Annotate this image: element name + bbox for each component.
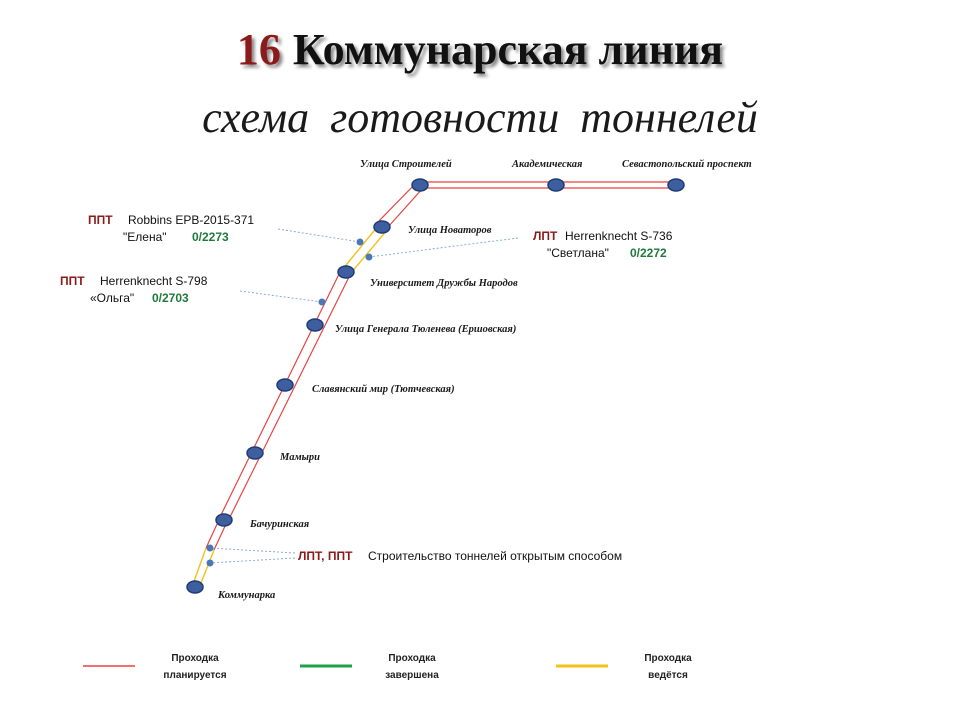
legend-label-line2: планируется (163, 670, 227, 681)
open-cut-tunnels: ЛПТ, ППТ (298, 549, 353, 563)
legend-item-in-progress (556, 653, 692, 681)
station-label: Университет Дружбы Народов (370, 278, 518, 289)
station-label: Коммунарка (218, 590, 276, 601)
station-label: Академическая (512, 159, 583, 170)
tbm-progress: 0/2273 (192, 230, 229, 244)
tbm-tunnel: ЛПТ (533, 229, 558, 243)
station-label: Севастопольский проспект (622, 159, 752, 170)
legend-item-planned (83, 653, 227, 681)
legend-label-line2: завершена (385, 670, 439, 681)
line-number: 16 (236, 25, 281, 74)
station-marker-stroiteley[interactable] (412, 179, 428, 191)
station-label: Славянский мир (Тютчевская) (312, 384, 455, 395)
tbm-machine: Herrenknecht S-736 (565, 229, 673, 243)
tbm-machine: Herrenknecht S-798 (100, 274, 208, 288)
tbm-progress: 0/2272 (630, 246, 667, 260)
open-cut-label (298, 549, 622, 563)
tbm-position-marker (207, 545, 214, 552)
station-label: Улица Новаторов (408, 225, 492, 236)
diagram-subtitle: схема готовности тоннелей (202, 93, 758, 142)
legend-item-done (300, 653, 439, 681)
tbm-name: "Елена" (123, 230, 167, 244)
station-marker-mamyri[interactable] (247, 447, 263, 459)
leader-line (278, 229, 360, 242)
tbm-position-marker (366, 254, 373, 261)
station-marker-novatorov[interactable] (374, 221, 390, 233)
station-label: Улица Генерала Тюленева (Ершовская) (335, 324, 517, 335)
leader-line (240, 291, 322, 302)
station-marker-kommunarka[interactable] (187, 581, 203, 593)
tbm-position-marker (319, 299, 326, 306)
legend-label-line1: Проходка (171, 653, 219, 664)
tbm-tunnel: ППТ (88, 213, 113, 227)
legend (83, 653, 692, 681)
open-cut-text: Строительство тоннелей открытым способом (368, 549, 623, 563)
station-marker-bachurinskaya[interactable] (216, 514, 232, 526)
tbm-position-marker (207, 560, 214, 567)
tbm-name: "Светлана" (547, 246, 609, 260)
station-label: Мамыри (280, 452, 321, 463)
station-marker-akademicheskaya[interactable] (548, 179, 564, 191)
tbm-tunnel: ППТ (60, 274, 85, 288)
station-marker-tyuleneva[interactable] (307, 319, 323, 331)
tbm-name: «Ольга" (90, 291, 135, 305)
station-marker-udn[interactable] (338, 266, 354, 278)
station-label: Бачуринская (250, 519, 310, 530)
tbm-label-elena (88, 213, 254, 244)
leader-line (210, 548, 295, 553)
tbm-progress: 0/2703 (152, 291, 189, 305)
leader-line (369, 238, 518, 257)
station-marker-slavyansky[interactable] (277, 379, 293, 391)
tbm-label-svetlana (533, 229, 673, 260)
tbm-position-marker (357, 239, 364, 246)
line-name: Коммунарская линия (292, 25, 724, 74)
tbm-machine: Robbins EPB-2015-371 (128, 213, 255, 227)
tbm-label-olga (60, 274, 208, 305)
station-label: Улица Строителей (360, 159, 452, 170)
legend-label-line1: Проходка (388, 653, 436, 664)
station-labels (217, 159, 752, 601)
station-marker-sevastopolsky[interactable] (668, 179, 684, 191)
legend-label-line2: ведётся (648, 670, 688, 681)
planned-tunnel-right (228, 188, 423, 521)
in-progress-tunnel (350, 229, 388, 274)
legend-label-line1: Проходка (644, 653, 692, 664)
leader-line (210, 558, 295, 563)
